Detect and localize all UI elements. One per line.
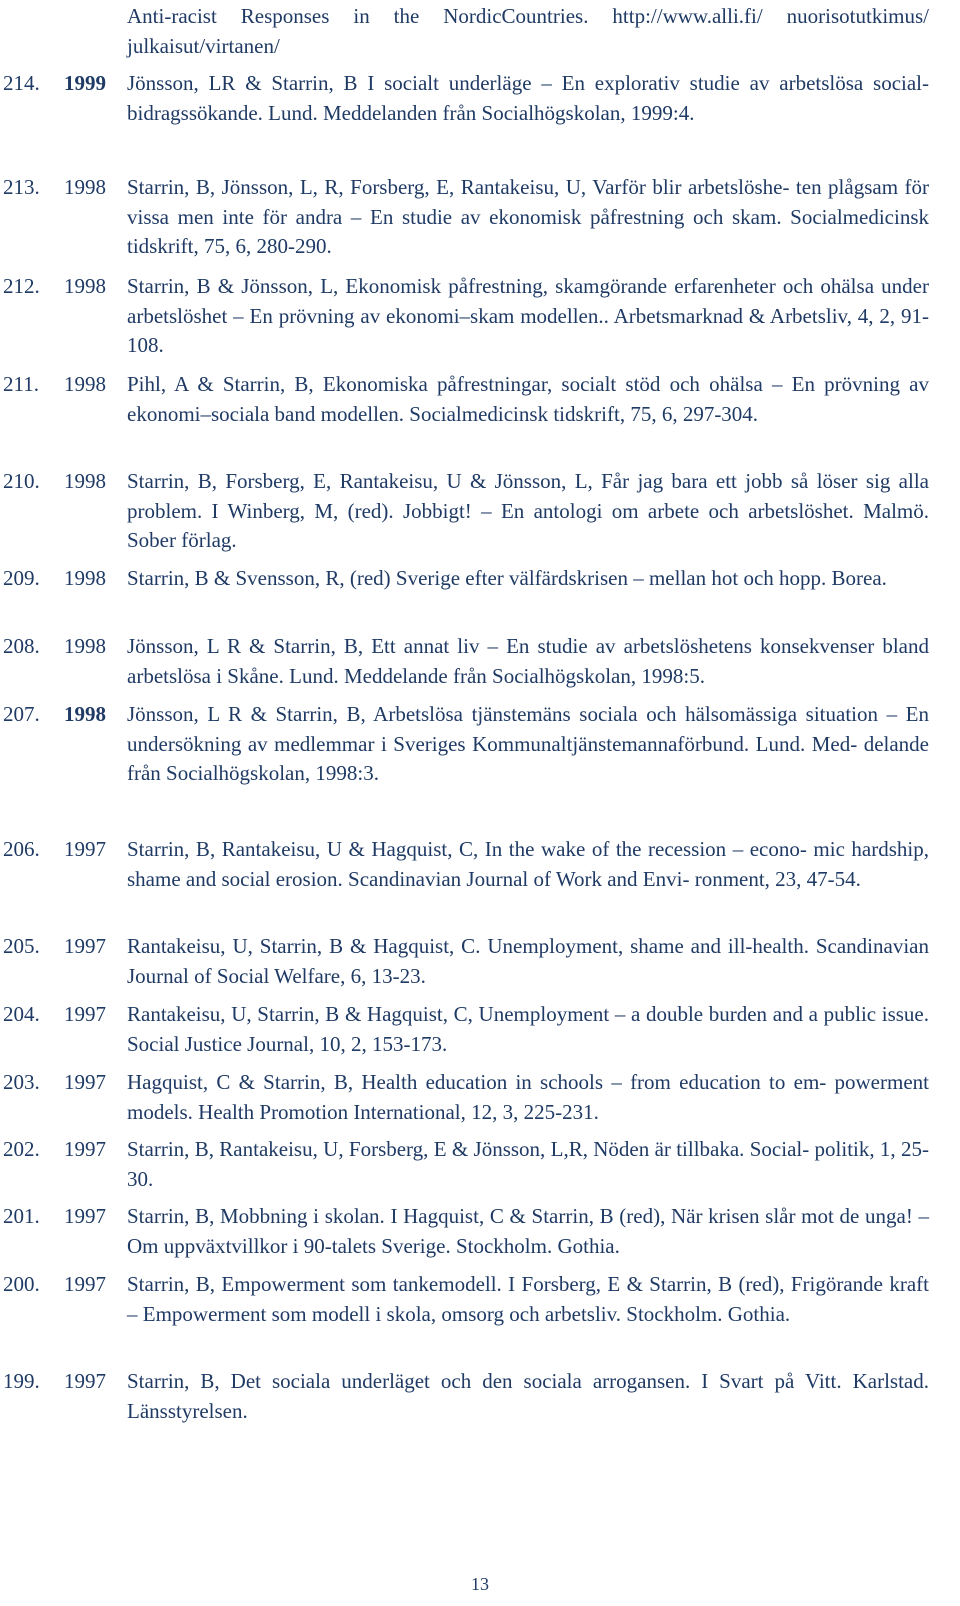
reference-text: Starrin, B, Forsberg, E, Rantakeisu, U & Jönsson, L, Får jag bara ett jobb så löser sig alla problem. I Winberg, M, (red). Jobbigt! – En antologi om arbete och arbetslöshet. Malmö. Sober förlag.	[127, 469, 929, 552]
reference-text: Starrin, B, Mobbning i skolan. I Hagquist, C & Starrin, B (red), När krisen slår mot de unga! – Om uppväxtvillkor i 90-talets Sverige. Stockholm. Gothia.	[127, 1204, 929, 1258]
reference-year: 1997	[64, 1272, 106, 1296]
reference-text-content: Anti-racist Responses in the NordicCountries. http://www.alli.fi/ nuorisotutkimus/ julkaisut/virtanen/	[127, 4, 929, 58]
reference-number: 206.	[3, 837, 40, 861]
reference-number: 200.	[3, 1272, 40, 1296]
reference-text: Starrin, B, Empowerment som tankemodell. I Forsberg, E & Starrin, B (red), Frigörande kraft – Empowerment som modell i skola, omsorg och arbetsliv. Stockholm. Gothia.	[127, 1272, 929, 1326]
reference-number: 202.	[3, 1137, 40, 1161]
reference-year: 1998	[64, 566, 106, 590]
reference-number: 212.	[3, 274, 40, 298]
reference-text: Starrin, B & Jönsson, L, Ekonomisk påfrestning, skamgörande erfarenheter och ohälsa under arbetslöshet – En prövning av ekonomi–skam modellen.. Arbetsmarknad & Arbetsliv, 4, 2, 91-108.	[127, 274, 929, 357]
reference-text: Jönsson, LR & Starrin, B I socialt underläge – En explorativ studie av arbetslösa social- bidragssökande. Lund. Meddelanden från Socialhögskolan, 1999:4.	[127, 71, 929, 125]
reference-number: 199.	[3, 1369, 40, 1393]
reference-number: 209.	[3, 566, 40, 590]
page-number: 13	[471, 1574, 489, 1594]
reference-text: Starrin, B, Rantakeisu, U, Forsberg, E & Jönsson, L,R, Nöden är tillbaka. Social- politik, 1, 25-30.	[127, 1137, 929, 1191]
reference-text: Hagquist, C & Starrin, B, Health education in schools – from education to em- powerment models. Health Promotion International, 12, 3, 225-231.	[127, 1070, 929, 1124]
reference-year: 1998	[64, 469, 106, 493]
reference-year: 1998	[64, 175, 106, 199]
reference-text	[127, 2, 929, 61]
reference-text: Rantakeisu, U, Starrin, B & Hagquist, C, Unemployment – a double burden and a public issue. Social Justice Journal, 10, 2, 153-173.	[127, 1002, 929, 1056]
reference-number: 213.	[3, 175, 40, 199]
reference-text: Jönsson, L R & Starrin, B, Arbetslösa tjänstemäns sociala och hälsomässiga situation – En undersökning av medlemmar i Sveriges Kommunaltjänstemannaförbund. Lund. Med- delande från Socialhögskolan, 1998:3.	[127, 702, 929, 785]
reference-year: 1997	[64, 1369, 106, 1393]
reference-text: Jönsson, L R & Starrin, B, Ett annat liv – En studie av arbetslöshetens konsekvenser bland arbetslösa i Skåne. Lund. Meddelande från Socialhögskolan, 1998:5.	[127, 634, 929, 688]
reference-text: Starrin, B, Rantakeisu, U & Hagquist, C, In the wake of the recession – econo- mic hardship, shame and social erosion. Scandinavian Journal of Work and Envi- ronment, 23, 47-54.	[127, 837, 929, 891]
reference-year: 1998	[64, 372, 106, 396]
reference-year: 1997	[64, 1204, 106, 1228]
reference-year: 1998	[64, 274, 106, 298]
reference-text: Starrin, B, Det sociala underläget och den sociala arrogansen. I Svart på Vitt. Karlstad. Länsstyrelsen.	[127, 1369, 929, 1423]
reference-number: 201.	[3, 1204, 40, 1228]
reference-number: 214.	[3, 71, 40, 95]
reference-number: 205.	[3, 934, 40, 958]
reference-year: 1997	[64, 837, 106, 861]
reference-number: 211.	[3, 372, 39, 396]
reference-year: 1998	[64, 702, 106, 726]
reference-year: 1999	[64, 71, 106, 95]
reference-year: 1997	[64, 934, 106, 958]
reference-year: 1997	[64, 1070, 106, 1094]
reference-year: 1998	[64, 634, 106, 658]
reference-text: Pihl, A & Starrin, B, Ekonomiska påfrestningar, socialt stöd och ohälsa – En prövning av ekonomi–sociala band modellen. Socialmedicinsk tidskrift, 75, 6, 297-304.	[127, 372, 929, 426]
reference-number: 208.	[3, 634, 40, 658]
reference-text: Starrin, B, Jönsson, L, R, Forsberg, E, Rantakeisu, U, Varför blir arbetslöshe- ten plågsam för vissa men inte för andra – En studie av ekonomisk påfrestning och skam. Socialmedicinsk tidskrift, 75, 6, 280-290.	[127, 175, 929, 258]
reference-number: 210.	[3, 469, 40, 493]
reference-year: 1997	[64, 1137, 106, 1161]
reference-number: 203.	[3, 1070, 40, 1094]
reference-number: 204.	[3, 1002, 40, 1026]
reference-number: 207.	[3, 702, 40, 726]
reference-text: Rantakeisu, U, Starrin, B & Hagquist, C. Unemployment, shame and ill-health. Scandinavian Journal of Social Welfare, 6, 13-23.	[127, 934, 929, 988]
reference-text: Starrin, B & Svensson, R, (red) Sverige efter välfärdskrisen – mellan hot och hopp. Borea.	[127, 566, 887, 590]
reference-year: 1997	[64, 1002, 106, 1026]
